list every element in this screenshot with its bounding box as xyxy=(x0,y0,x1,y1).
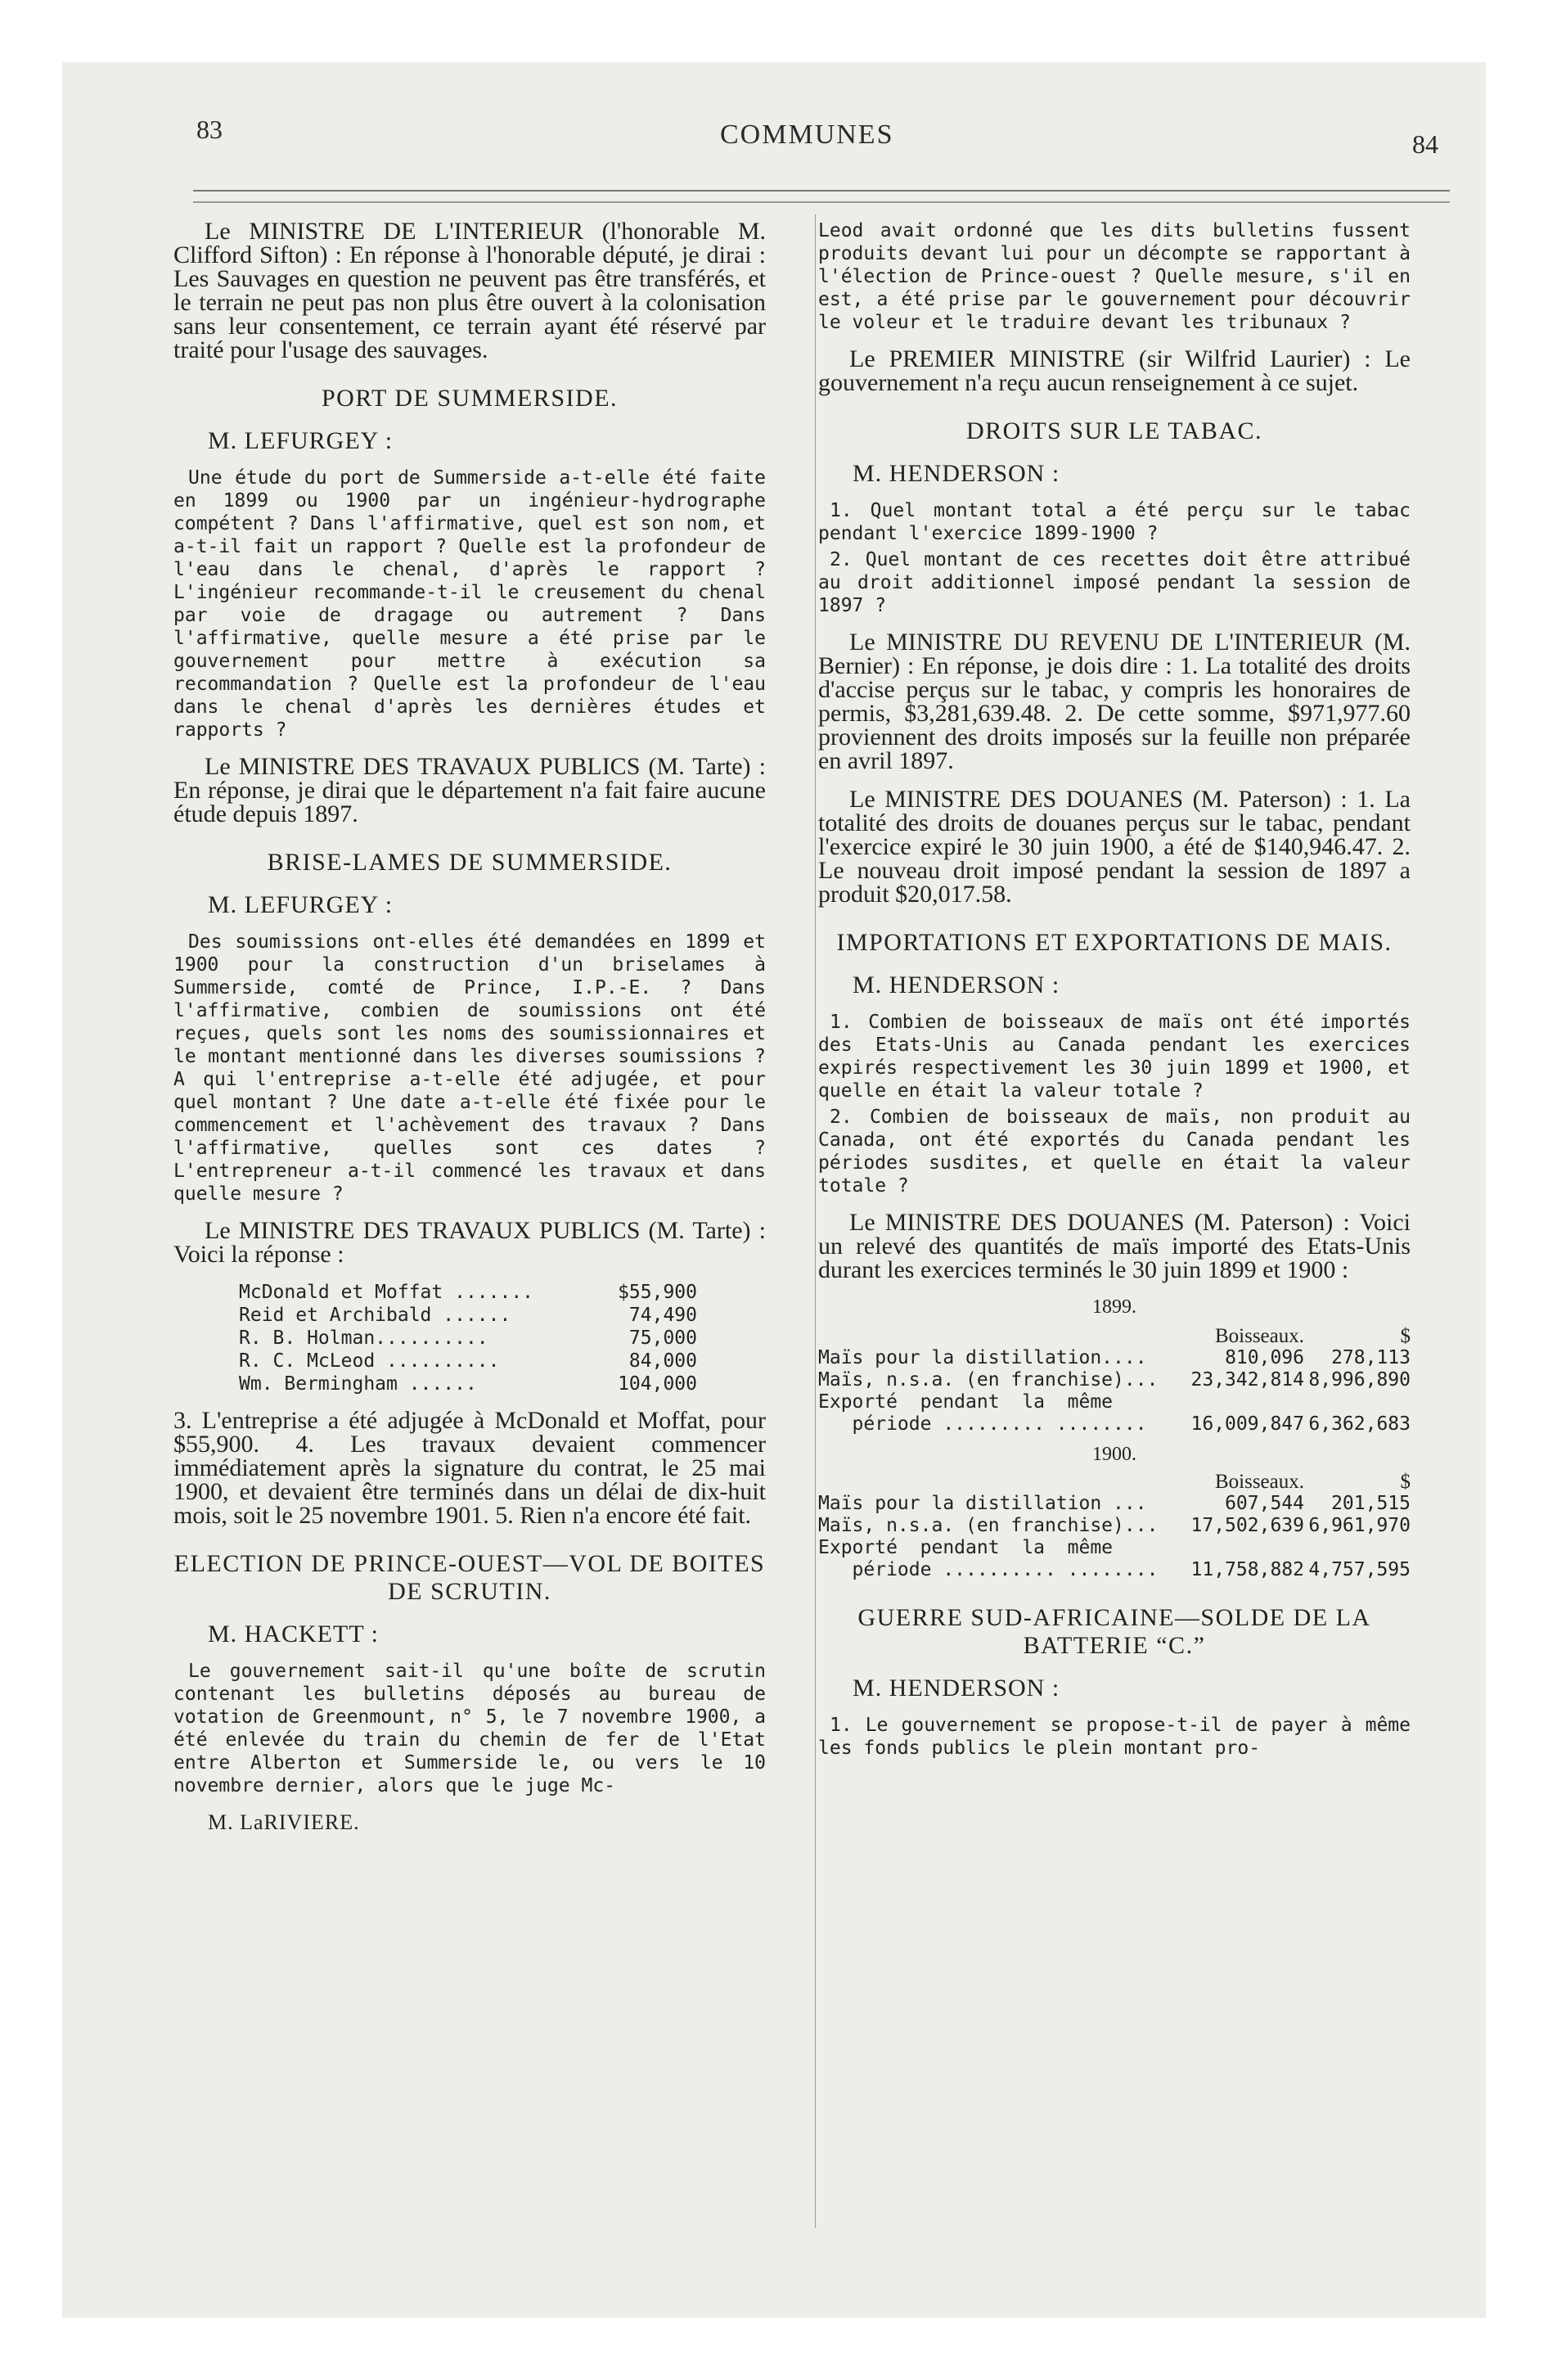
row-label: Maïs, n.s.a. (en franchise)... xyxy=(818,1515,1159,1536)
table-row xyxy=(239,1281,697,1304)
tender-amount: 84,000 xyxy=(628,1350,697,1372)
answer-travaux-publics-2: Le MINISTRE DES TRAVAUX PUBLICS (M. Tarte) : Voici la réponse : xyxy=(173,1217,766,1268)
table-header xyxy=(818,1325,1411,1347)
table-row xyxy=(239,1373,697,1395)
tender-name: Reid et Archibald ...... xyxy=(239,1305,511,1326)
question-mais-1: 1. Combien de boisseaux de maïs ont été importés des Etats-Unis au Canada pendant les exercices expirés respectivement les 30 juin 1899 et 1900, et quelle en était la valeur totale ? xyxy=(818,1012,1411,1102)
question-tabac-2: 2. Quel montant de ces recettes doit être attribué au droit additionnel imposé pendant la session de 1897 ? xyxy=(818,549,1411,616)
speaker-henderson-3: M. HENDERSON : xyxy=(853,1675,1060,1702)
answer-douanes-mais: Le MINISTRE DES DOUANES (M. Paterson) : Voici un relevé des quantités de maïs importé des Etats-Unis durant les exercices terminés le 30 juin 1899 et 1900 : xyxy=(818,1209,1411,1283)
table-row xyxy=(818,1413,1411,1436)
table-row xyxy=(818,1559,1411,1581)
answer-premier-ministre: Le PREMIER MINISTRE (sir Wilfrid Laurier) : Le gouvernement n'a reçu aucun renseignement à ce sujet. xyxy=(818,345,1411,396)
row-label: Maïs pour la distillation.... xyxy=(818,1347,1147,1368)
row-dollars: 278,113 xyxy=(1331,1347,1411,1368)
row-bushels: 16,009,847 xyxy=(1190,1413,1304,1435)
table-row xyxy=(818,1515,1411,1537)
tenders-table xyxy=(239,1281,697,1395)
tender-amount: 104,000 xyxy=(618,1373,697,1395)
row-label: période ......... ........ xyxy=(818,1413,1147,1435)
row-bushels: 17,502,639 xyxy=(1190,1515,1304,1536)
table-row xyxy=(818,1391,1411,1413)
mais-table xyxy=(818,1296,1411,1581)
year-1899: 1899. xyxy=(1092,1296,1136,1318)
header-rule xyxy=(193,190,1450,192)
page-number-right: 84 xyxy=(1412,129,1438,159)
tender-amount: $55,900 xyxy=(618,1282,697,1303)
row-label: Exporté pendant la même xyxy=(818,1391,1114,1413)
page-header xyxy=(0,0,1548,196)
tender-amount: 74,490 xyxy=(628,1305,697,1326)
header-rule-lower xyxy=(193,201,1450,203)
row-label: période .......... ........ xyxy=(818,1559,1159,1580)
row-dollars: 6,961,970 xyxy=(1308,1515,1411,1536)
table-row xyxy=(818,1369,1411,1391)
answer-travaux-publics: Le MINISTRE DES TRAVAUX PUBLICS (M. Tarte) : En réponse, je dirai que le département n'a fait faire aucune étude depuis 1897. xyxy=(173,753,766,827)
heading-droits-tabac: DROITS SUR LE TABAC. xyxy=(965,417,1263,444)
heading-brise-lames: BRISE-LAMES DE SUMMERSIDE. xyxy=(267,849,673,876)
answer-revenu: Le MINISTRE DU REVENU DE L'INTERIEUR (M. Bernier) : En réponse, je dois dire : 1. La totalité des droits d'accise perçus sur le tabac, y compris les honoraires de permis, $3,281,639.48. 2. De cette somme, $971,977.60 proviennent des droits imposés sur la feuille non préparée en avril 1897. xyxy=(818,629,1411,774)
heading-mais: IMPORTATIONS ET EXPORTATIONS DE MAIS. xyxy=(836,929,1393,956)
table-row xyxy=(818,1537,1411,1559)
page-number-left: 83 xyxy=(196,115,223,144)
col-boisseaux: Boisseaux. xyxy=(1214,1471,1304,1493)
table-row xyxy=(239,1304,697,1327)
table-row xyxy=(818,1493,1411,1515)
tender-amount: 75,000 xyxy=(628,1327,697,1349)
question-mais-2: 2. Combien de boisseaux de maïs, non produit au Canada, ont été exportés du Canada pendant les périodes susdites, et quelle en était la valeur totale ? xyxy=(818,1107,1411,1197)
table-row xyxy=(239,1350,697,1373)
heading-port-summerside: PORT DE SUMMERSIDE. xyxy=(321,385,619,412)
year-1900: 1900. xyxy=(1092,1444,1136,1465)
tender-name: R. B. Holman.......... xyxy=(239,1327,488,1349)
row-bushels: 23,342,814 xyxy=(1190,1369,1304,1391)
question-guerre: 1. Le gouvernement se propose-t-il de payer à même les fonds publics le plein montant pro- xyxy=(818,1715,1411,1759)
row-label: Maïs, n.s.a. (en franchise)... xyxy=(818,1369,1159,1391)
question-brise-lames: Des soumissions ont-elles été demandées en 1899 et 1900 pour la construction d'un briselames à Summerside, comté de Prince, I.P.-E. ? Dans l'affirmative, combien de soumissions ont été reçues, quels sont les noms des soumissionnaires et le montant mentionné dans les diverses soumissions ? A qui l'entreprise a-t-elle été adjugée, et pour quel montant ? Une date a-t-elle été fixée pour le commencement et l'achèvement des travaux ? Dans l'affirmative, quelles sont ces dates ? L'entrepreneur a-t-il commencé les travaux et dans quelle mesure ? xyxy=(173,931,766,1205)
speaker-henderson: M. HENDERSON : xyxy=(853,460,1060,487)
question-tabac-1: 1. Quel montant total a été perçu sur le tabac pendant l'exercice 1899-1900 ? xyxy=(818,500,1411,544)
col-dollar: $ xyxy=(1400,1471,1411,1493)
heading-guerre: GUERRE SUD-AFRICAINE—SOLDE DE LA BATTERIE “C.” xyxy=(857,1604,1371,1659)
left-column xyxy=(173,219,766,1846)
heading-election: ELECTION DE PRINCE-OUEST—VOL DE BOITES DE SCRUTIN. xyxy=(173,1550,766,1605)
answer-douanes: Le MINISTRE DES DOUANES (M. Paterson) : 1. La totalité des droits de douanes perçus sur le tabac, pendant l'exercice expiré le 30 juin 1900, a été de $140,946.47. 2. Le nouveau droit imposé pendant la session de 1897 a produit $20,017.58. xyxy=(818,786,1411,908)
tender-name: McDonald et Moffat ....... xyxy=(239,1282,534,1303)
answer-details: 3. L'entreprise a été adjugée à McDonald et Moffat, pour $55,900. 4. Les travaux devaient commencer immédiatement après la signature du contrat, le 25 mai 1900, et devaient être terminés dans un délai de dix-huit mois, soit le 25 novembre 1901. 5. Rien n'a encore été fait. xyxy=(173,1407,766,1529)
speaker-hackett: M. HACKETT : xyxy=(208,1620,379,1648)
speaker-lariviere: M. LaRIVIERE. xyxy=(208,1810,360,1834)
running-title: COMMUNES xyxy=(720,119,894,150)
answer-interieur: Le MINISTRE DE L'INTERIEUR (l'honorable M. Clifford Sifton) : En réponse à l'honorable député, je dirai : Les Sauvages en question ne peuvent pas être transférés, et le terrain ne peut pas non plus être ouvert à la colonisation sans leur consentement, ce terrain ayant été réservé par traité pour l'usage des sauvages. xyxy=(173,218,766,363)
row-bushels xyxy=(1173,1391,1304,1413)
speaker-lefurgey: M. LEFURGEY : xyxy=(208,427,394,454)
question-election: Le gouvernement sait-il qu'une boîte de scrutin contenant les bulletins déposés au bureau de votation de Greenmount, n° 5, le 7 novembre 1900, a été enlevée du train du chemin de fer de l'Etat entre Alberton et Summerside le, ou vers le 10 novembre dernier, alors que le juge Mc- xyxy=(173,1661,766,1796)
right-column xyxy=(818,219,1411,1773)
row-dollars: 201,515 xyxy=(1331,1493,1411,1514)
col-boisseaux: Boisseaux. xyxy=(1214,1325,1304,1347)
row-bushels: 11,758,882 xyxy=(1190,1559,1304,1580)
question-election-cont: Leod avait ordonné que les dits bulletins fussent produits devant lui pour un décompte se rapportant à l'élection de Prince-ouest ? Quelle mesure, s'il en est, a été prise par le gouvernement pour découvrir le voleur et le traduire devant les tribunaux ? xyxy=(818,220,1411,333)
row-label: Maïs pour la distillation ... xyxy=(818,1493,1147,1514)
row-label: Exporté pendant la même xyxy=(818,1537,1114,1558)
question-port: Une étude du port de Summerside a-t-elle été faite en 1899 ou 1900 par un ingénieur-hydrographe compétent ? Dans l'affirmative, quel est son nom, et a-t-il fait un rapport ? Quelle est la profondeur de l'eau dans le chenal, d'après le rapport ? L'ingénieur recommande-t-il le creusement du chenal par voie de dragage ou autrement ? Dans l'affirmative, quelle mesure a été prise par le gouvernement pour mettre à exécution sa recommandation ? Quelle est la profondeur de l'eau dans le chenal d'après les dernières études et rapports ? xyxy=(173,467,766,741)
speaker-henderson-2: M. HENDERSON : xyxy=(853,971,1060,998)
row-dollars xyxy=(1304,1537,1411,1559)
row-dollars: 6,362,683 xyxy=(1308,1413,1411,1435)
table-row xyxy=(818,1347,1411,1369)
tender-name: Wm. Bermingham ...... xyxy=(239,1373,477,1395)
row-bushels xyxy=(1173,1537,1304,1559)
col-dollar: $ xyxy=(1400,1325,1411,1347)
column-divider xyxy=(815,214,816,2228)
row-dollars: 8,996,890 xyxy=(1308,1369,1411,1391)
row-dollars: 4,757,595 xyxy=(1308,1559,1411,1580)
table-header xyxy=(818,1471,1411,1493)
row-bushels: 810,096 xyxy=(1225,1347,1304,1368)
row-dollars xyxy=(1304,1391,1411,1413)
tender-name: R. C. McLeod .......... xyxy=(239,1350,500,1372)
table-row xyxy=(239,1327,697,1350)
row-bushels: 607,544 xyxy=(1225,1493,1304,1514)
speaker-lefurgey-2: M. LEFURGEY : xyxy=(208,891,394,918)
